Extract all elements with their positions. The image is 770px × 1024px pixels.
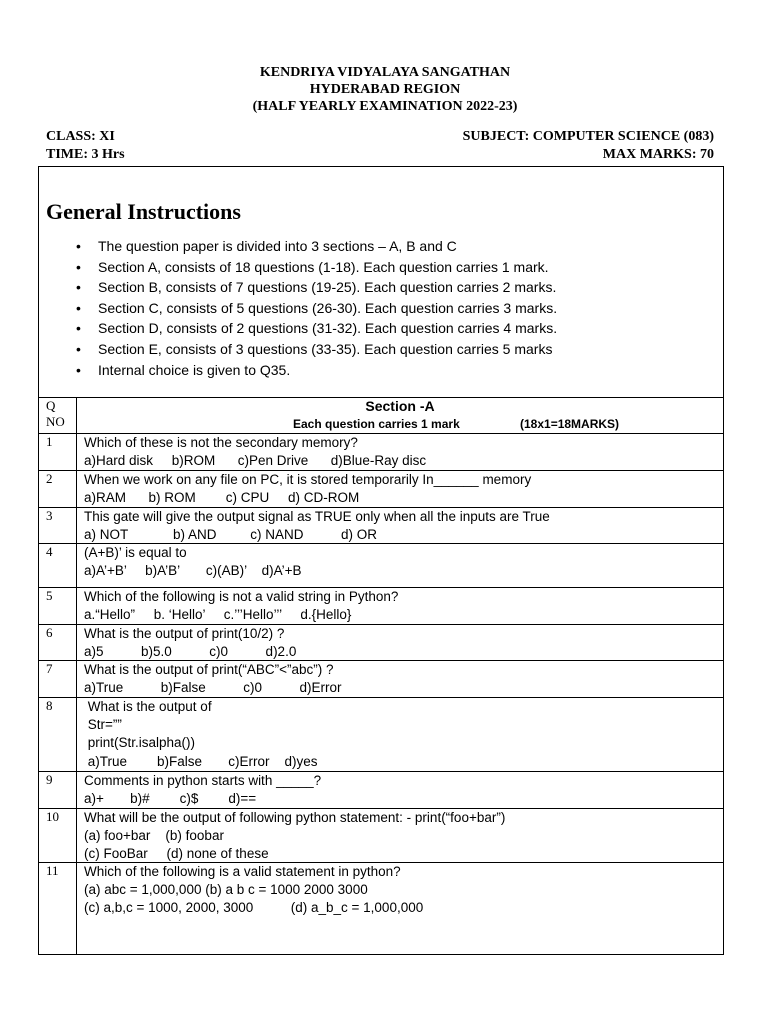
instruction-item: • Section D, consists of 2 questions (31-32). Each question carries 4 marks. [76,318,557,339]
question-number: 9 [46,772,53,787]
question-text: Comments in python starts with _____? a)+ b)# c)$ d)== [84,773,322,807]
question-text: What is the output of Str=”” print(Str.isalpha()) a)True b)False c)Error d)yes [87,699,318,769]
instruction-item: • Internal choice is given to Q35. [76,360,557,381]
instruction-item: • Section E, consists of 3 questions (33-35). Each question carries 5 marks [76,339,557,360]
question-text: What will be the output of following python statement: - print(“foo+bar”) (a) foo+bar (b) foobar (c) FooBar (d) none of these [84,810,506,862]
question-text: What is the output of print(“ABC”<”abc”) ? a)True b)False c)0 d)Error [84,662,342,696]
question-number: 7 [46,661,53,676]
question-number: 3 [46,508,53,523]
question-text: Which of the following is not a valid string in Python? a.“Hello” b. ‘Hello’ c.’’’Hello’’’ d.{Hello} [84,589,399,623]
exam-header [0,64,770,115]
question-text: (A+B)’ is equal to a)A’+B’ b)A’B’ c)(AB)’ d)A’+B [84,545,302,579]
question-text: Which of the following is a valid statement in python? (a) abc = 1,000,000 (b) a b c = 1000 2000 3000 (c) a,b,c = 1000, 2000, 3000 (d) a_b_c = 1,000,000 [84,864,424,916]
max-marks-label: MAX MARKS: 70 [602,147,714,162]
instruction-item: • Section B, consists of 7 questions (19-25). Each question carries 2 marks. [76,277,557,298]
subject-label: SUBJECT: COMPUTER SCIENCE (083) [462,129,714,144]
question-number: 1 [46,434,53,449]
question-number: 5 [46,588,53,603]
question-text: This gate will give the output signal as TRUE only when all the inputs are True a) NOT b) AND c) NAND d) OR [84,509,550,543]
instruction-item: • Section C, consists of 5 questions (26-30). Each question carries 3 marks. [76,298,557,319]
instruction-item: • The question paper is divided into 3 sections – A, B and C [76,236,557,257]
section-subtitle: Each question carries 1 mark [293,417,460,431]
question-number: 2 [46,471,53,486]
qno-column-header: Q NO [46,398,65,429]
question-number: 10 [46,809,59,824]
section-title: Section -A [365,398,435,414]
exam-name: (HALF YEARLY EXAMINATION 2022-23) [252,99,518,114]
question-text: What is the output of print(10/2) ? a)5 b)5.0 c)0 d)2.0 [84,626,297,660]
instructions-title: General Instructions [46,199,241,224]
question-number: 11 [46,863,59,878]
question-text: Which of these is not the secondary memory? a)Hard disk b)ROM c)Pen Drive d)Blue-Ray disc [84,435,427,469]
section-marks: (18x1=18MARKS) [520,417,620,431]
question-number: 4 [46,544,53,559]
question-number: 6 [46,625,53,640]
time-label: TIME: 3 Hrs [46,147,125,162]
table-column-divider [76,397,77,955]
org-name: KENDRIYA VIDYALAYA SANGATHAN [259,65,511,80]
instruction-item: • Section A, consists of 18 questions (1-18). Each question carries 1 mark. [76,257,557,278]
question-text: When we work on any file on PC, it is stored temporarily In______ memory a)RAM b) ROM c) CPU d) CD-ROM [84,472,532,506]
region-name: HYDERABAD REGION [309,82,461,97]
question-number: 8 [46,698,53,713]
class-label: CLASS: XI [46,129,115,144]
instructions-list [76,236,557,380]
